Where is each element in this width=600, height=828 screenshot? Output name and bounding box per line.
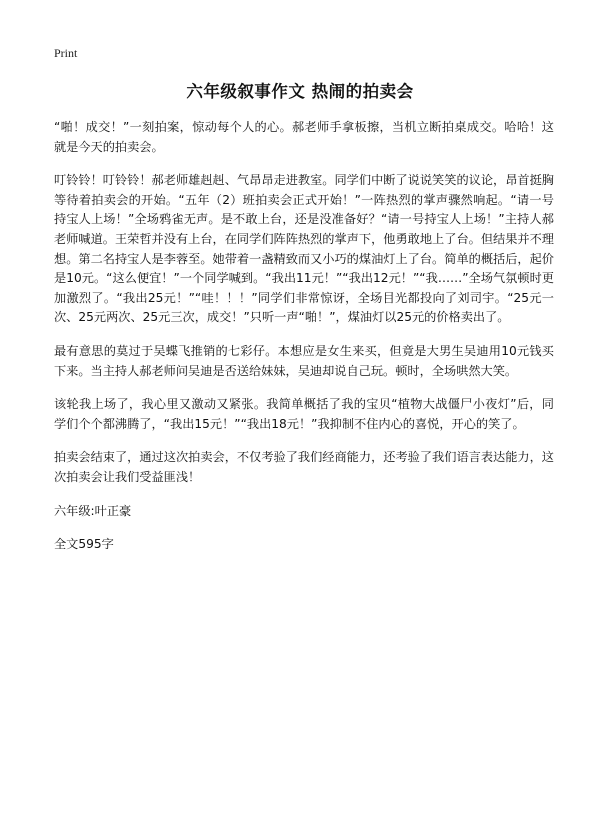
- paragraph-3: 最有意思的莫过于吴蝶飞推销的七彩仔。本想应是女生来买，但竟是大男生吴迪用10元钱买下来。当主持人郝老师问吴迪是否送给妹妹，吴迪却说自己玩。顿时，全场哄然大笑。: [54, 343, 554, 378]
- paragraph-1: “啪！成交！”一刻拍案，惊动每个人的心。郝老师手拿板擦，当机立断拍桌成交。哈哈！这就是今天的拍卖会。: [54, 120, 554, 154]
- article-body: [54, 118, 554, 569]
- author-line: 六年级:叶正豪: [54, 503, 132, 518]
- paragraph-4: 该轮我上场了，我心里又激动又紧张。我简单概括了我的宝贝“植物大战僵尸小夜灯”后，同学们个个都沸腾了，“我出15元！”“我出18元！”我抑制不住内心的喜悦，开心的笑了。: [54, 397, 554, 431]
- print-link[interactable]: Print: [54, 46, 78, 60]
- page-title: 六年级叙事作文 热闹的拍卖会: [186, 82, 414, 101]
- word-count: 全文595字: [54, 537, 114, 552]
- paragraph-5: 拍卖会结束了，通过这次拍卖会，不仅考验了我们经商能力，还考验了我们语言表达能力，这次拍卖会让我们受益匪浅！: [54, 450, 554, 484]
- paragraph-2: 叮铃铃！叮铃铃！郝老师雄赳赳、气昂昂走进教室。同学们中断了说说笑笑的议论，昂首挺胸等待着拍卖会的开始。“五年（2）班拍卖会正式开始！”一阵热烈的掌声骤然响起。“请一号持宝人上场！”全场鸦雀无声。是不敢上台，还是没准备好？“请一号持宝人上场！”主持人郝老师喊道。王荣哲并没有上台，在同学们阵阵热烈的掌声下，他勇敢地上了台。但结果并不理想。第二名持宝人是李蓉至。她带着一盏精致而又小巧的煤油灯上了台。简单的概括后，起价是10元。“这么便宜！”一个同学喊到。“我出11元！”“我出12元！”“我……”全场气氛顿时更加激烈了。“我出25元！”“哇！！！”同学们非常惊讶，全场目光都投向了刘司宇。“25元一次、25元两次、25元三次，成交！”只听一声“啪！”，煤油灯以25元的价格卖出了。: [54, 173, 554, 325]
